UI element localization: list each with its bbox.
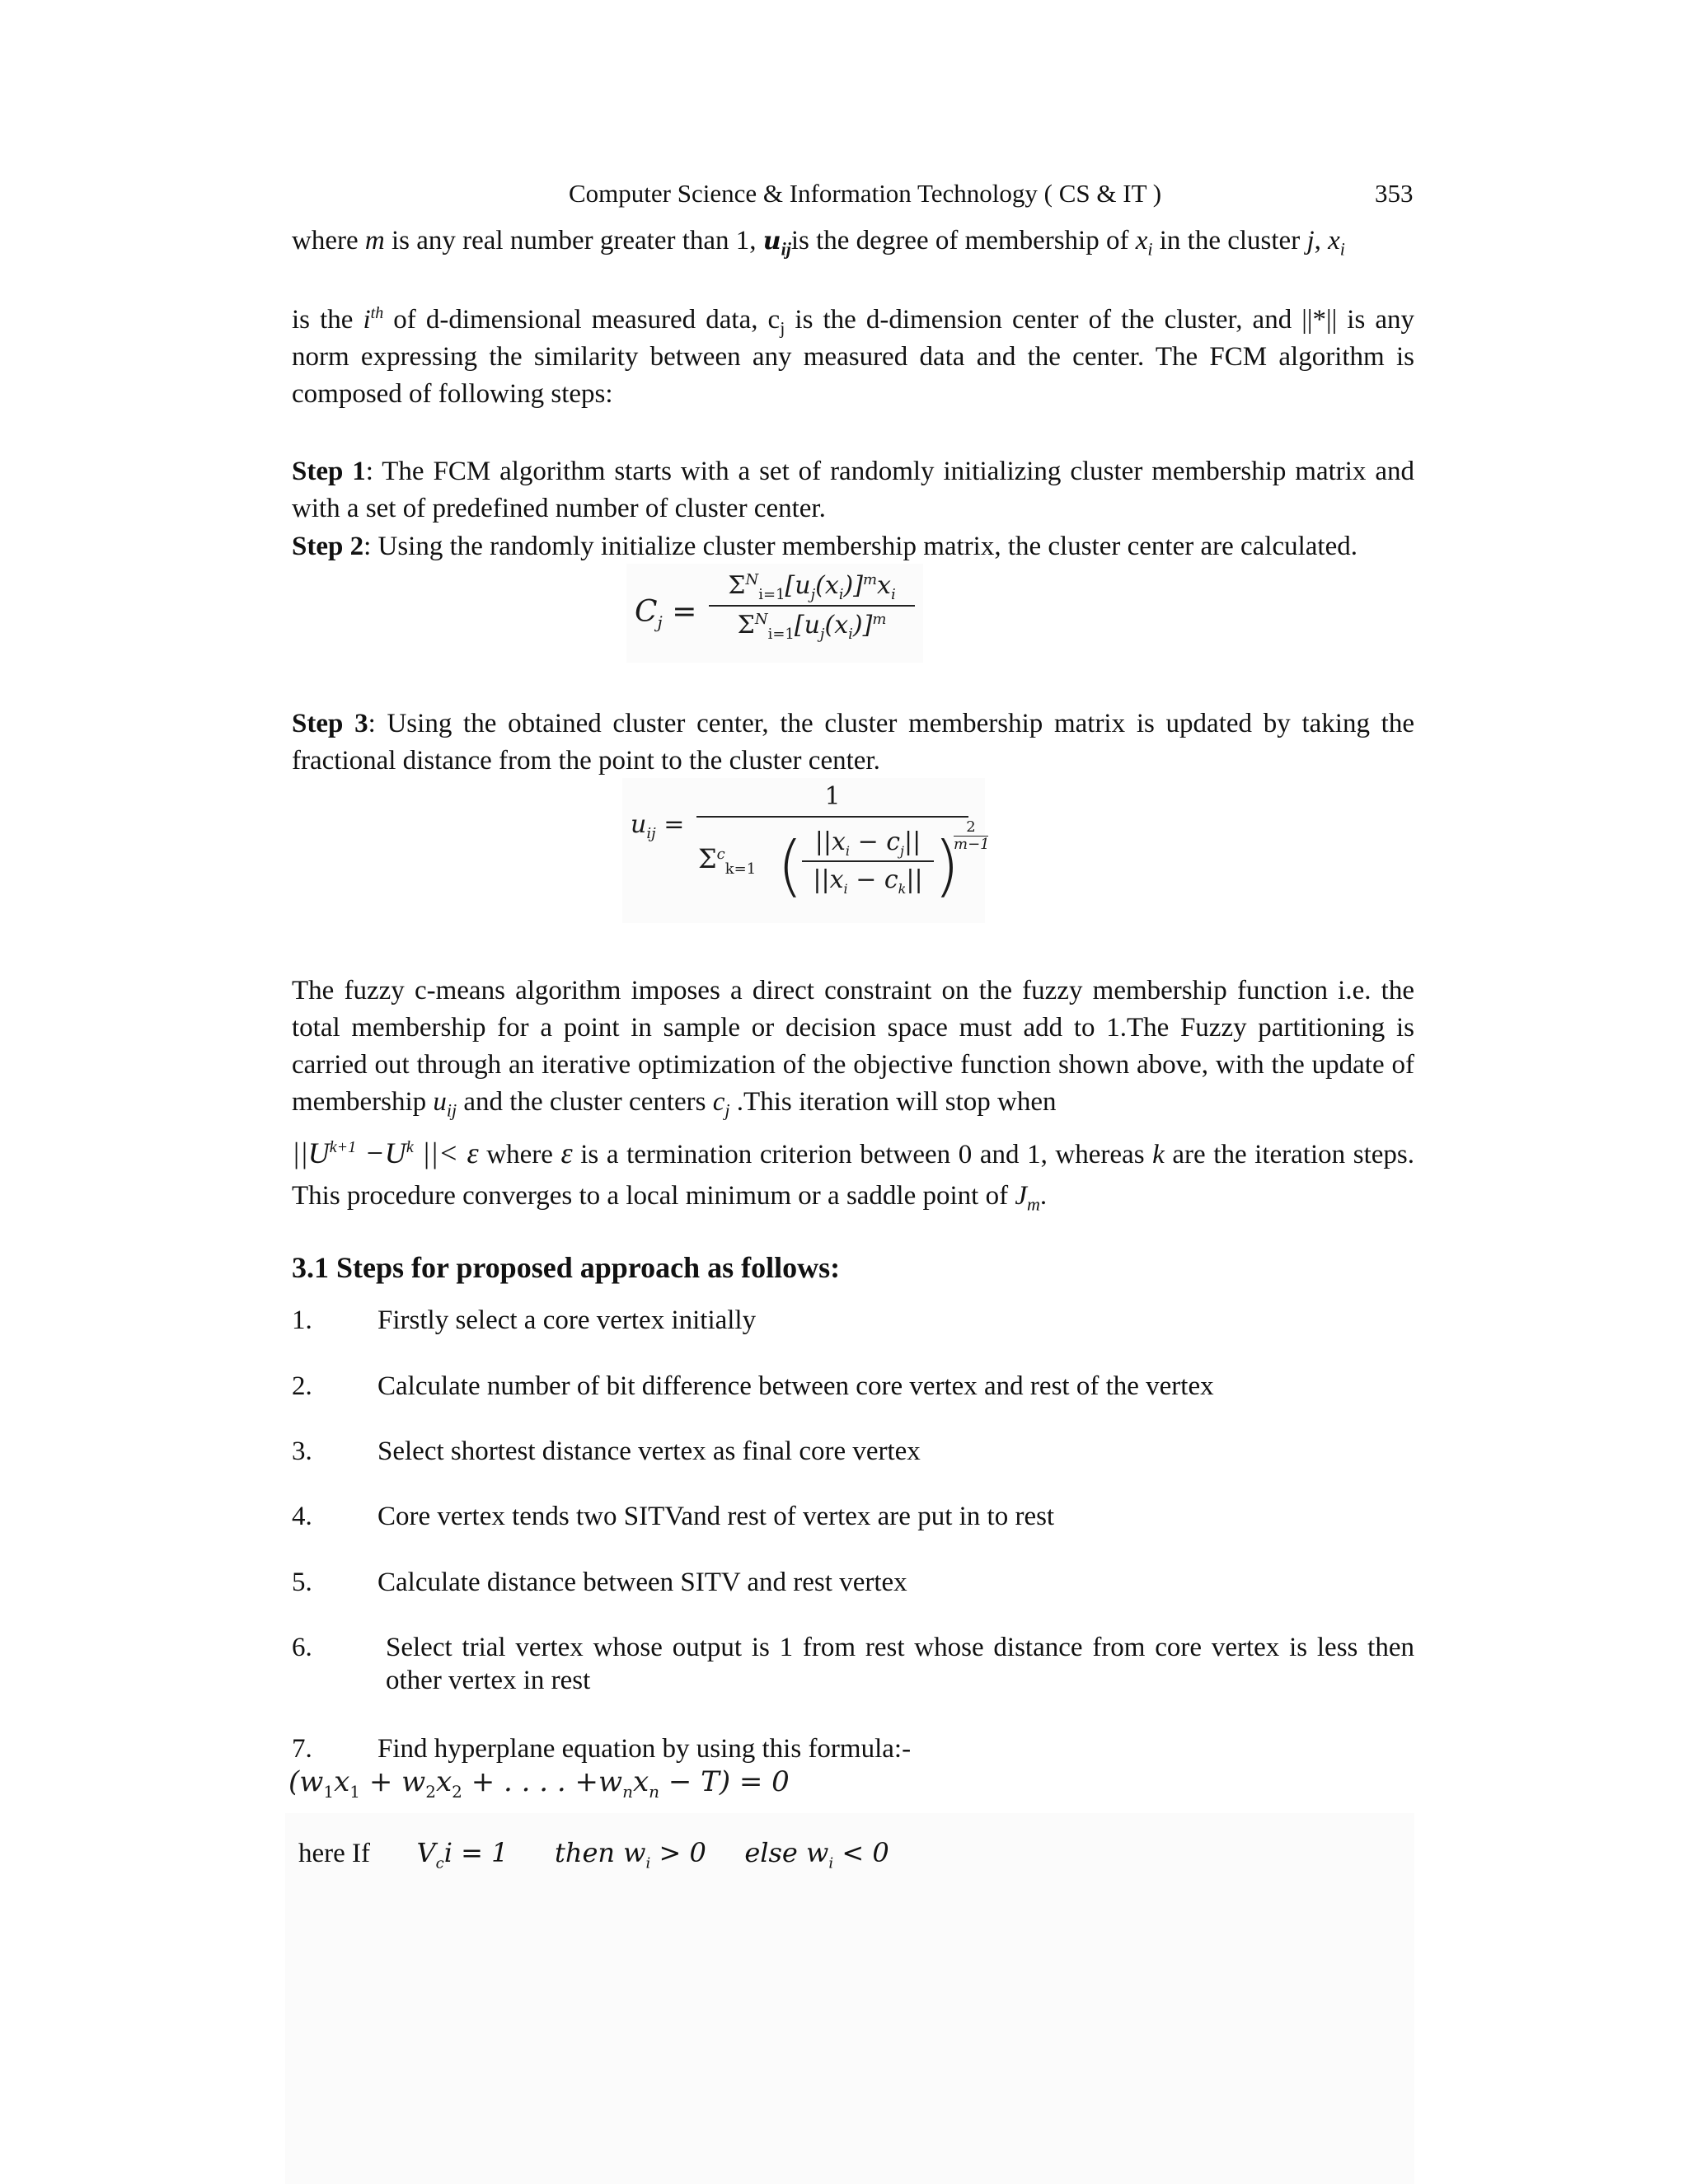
eq-sub: c — [435, 1854, 444, 1872]
text: , — [1314, 226, 1329, 255]
norm-expr: ||U — [292, 1137, 330, 1169]
var-j: J — [1015, 1181, 1027, 1211]
var-u: u — [762, 227, 781, 255]
step-1-text: : The FCM algorithm starts with a set of randomly initializing cluster membership matrix and with a set of predefined number of cluster center. — [292, 457, 1414, 523]
eq-sub: i — [848, 626, 853, 643]
eq-part: (x — [815, 571, 839, 600]
sum-upper: N — [745, 571, 759, 588]
sum-symbol: Σ — [698, 843, 717, 874]
eq-part: < 0 — [833, 1837, 889, 1868]
eq-part: (x — [824, 611, 849, 640]
step-2-label: Step 2 — [292, 532, 364, 561]
sub: m — [1026, 1193, 1040, 1215]
paren-left: ( — [777, 827, 804, 904]
eq-sub: 1 — [323, 1781, 335, 1802]
sub: j — [724, 1099, 730, 1121]
equation-hyperplane — [288, 1764, 849, 1813]
list-text: Select shortest distance vertex as final core vertex — [377, 1436, 921, 1466]
eq2-fraction-bar — [696, 816, 968, 818]
paragraph-2 — [292, 972, 1414, 1121]
sum-lower: i=1 — [758, 586, 785, 603]
eq-part: )] — [843, 571, 863, 600]
page-number: 353 — [1375, 179, 1414, 208]
sup: k+1 — [329, 1138, 357, 1156]
sub: ij — [781, 238, 791, 260]
eq-part: x — [877, 571, 891, 600]
text: The fuzzy c-means algorithm imposes a direct constraint on the fuzzy membership function i.e. the total membership for a point in sample or decision space must add to 1.The Fuzzy partitioning is carried out through an iterative optimization of the objective function shown above, with the update of membership — [292, 976, 1414, 1117]
eq-part: ||x — [814, 827, 846, 856]
step-1-label: Step 1 — [292, 457, 366, 486]
eq-part: x — [334, 1765, 350, 1798]
sum-symbol: Σ — [728, 571, 746, 600]
eq2-inner-denominator — [802, 862, 934, 898]
text: .This iteration will stop when — [729, 1087, 1057, 1117]
equation-membership — [622, 778, 990, 923]
eq-sub: i — [828, 1854, 834, 1872]
eq2-lhs-sub: ij — [646, 825, 656, 842]
paren-right: ) — [934, 827, 960, 904]
var-x: x — [1328, 226, 1340, 255]
step-2-text: : Using the randomly initialize cluster membership matrix, the cluster center are calculated. — [363, 532, 1357, 561]
eq-part: else w — [744, 1837, 829, 1868]
eq-sub: i — [845, 843, 851, 859]
step-3-label: Step 3 — [292, 709, 368, 738]
list-number: 5. — [292, 1568, 312, 1597]
step-1 — [292, 453, 1414, 527]
eq-part: )] — [852, 611, 873, 640]
eq-power: m — [872, 611, 887, 628]
eq-sub: i — [843, 881, 848, 897]
eq-part: || — [906, 865, 923, 894]
eq-sub: i — [838, 586, 844, 603]
eq-part: + w — [360, 1765, 426, 1798]
list-text: Calculate distance between SITV and rest vertex — [377, 1568, 907, 1597]
paragraph-1-line-1 — [292, 223, 1414, 260]
eq-power: m — [862, 571, 878, 588]
sup: k — [406, 1138, 414, 1156]
equation-cluster-center — [626, 564, 923, 663]
eq-part: V — [416, 1837, 436, 1868]
eq1-equals: = — [672, 595, 697, 629]
sub: i — [1147, 238, 1153, 260]
norm-expr: ||< ε — [413, 1137, 479, 1169]
var-k: k — [1152, 1140, 1165, 1169]
sum-upper: N — [754, 611, 768, 628]
sub: j — [780, 317, 785, 339]
eq-part: [u — [794, 611, 820, 640]
text: where — [292, 226, 365, 255]
eq-sub: 2 — [452, 1781, 462, 1802]
eq1-numerator — [709, 567, 915, 607]
eq2-numerator: 1 — [824, 782, 841, 811]
eq-part: − c — [847, 865, 898, 894]
eq-sub: 1 — [349, 1781, 361, 1802]
condition-prefix: here If — [298, 1839, 371, 1868]
eq-sub: j — [900, 843, 905, 859]
text: . — [1039, 1181, 1048, 1211]
list-number: 7. — [292, 1734, 312, 1764]
var-x: x — [1135, 226, 1148, 255]
var-c: c — [712, 1087, 725, 1117]
sum-lower: i=1 — [767, 626, 795, 643]
step-3-text: : Using the obtained cluster center, the cluster membership matrix is updated by taking the fractional distance from the point to the cluster center. — [292, 709, 1414, 776]
var-i: i — [363, 305, 371, 335]
eq-part: − c — [850, 827, 901, 856]
text: are the iteration steps. This procedure converges to a local minimum or a saddle point of — [292, 1140, 1414, 1211]
norm-expr: −U — [356, 1137, 406, 1169]
eq2-exponent-numerator: 2 — [954, 819, 988, 837]
text: is the — [292, 305, 363, 335]
eq1-lhs: C — [635, 595, 658, 629]
eq-part: x — [435, 1765, 452, 1798]
text: is the d-dimension center of the cluster, and ||*|| is any norm expressing the similarity between any measured data and the center. The FCM algorithm is composed of following steps: — [292, 305, 1415, 409]
eq1-denominator — [709, 607, 915, 644]
eq-sub: i — [645, 1854, 651, 1872]
eq-sub: n — [649, 1781, 660, 1802]
sum-lower: k=1 — [724, 860, 757, 878]
text: is any real number greater than 1, — [384, 226, 763, 255]
section-heading: 3.1 Steps for proposed approach as follows: — [292, 1251, 841, 1284]
var-m: m — [364, 226, 385, 255]
var-j: j — [1306, 226, 1315, 255]
eq-part: − T) = 0 — [659, 1765, 790, 1798]
list-text: Firstly select a core vertex initially — [377, 1305, 757, 1335]
step-2 — [292, 528, 1414, 565]
eq-part: (w — [288, 1765, 324, 1798]
eq-sub: i — [890, 586, 896, 603]
list-text: Calculate number of bit difference between core vertex and rest of the vertex — [377, 1371, 1214, 1401]
sub: ij — [446, 1099, 457, 1121]
eq-part: x — [632, 1765, 649, 1798]
list-text: Find hyperplane equation by using this formula:- — [377, 1734, 912, 1764]
list-number: 1. — [292, 1305, 312, 1335]
list-text: Core vertex tends two SITVand rest of vertex are put in to rest — [377, 1502, 1055, 1531]
list-number: 6. — [292, 1633, 312, 1662]
eq1-lhs-sub: j — [657, 612, 663, 633]
eq-sub: n — [622, 1781, 633, 1802]
eq-part: ||x — [813, 865, 844, 894]
eq2-lhs: u — [631, 810, 647, 839]
sub: i — [1339, 238, 1345, 260]
text: of d-dimensional measured data, c — [383, 305, 781, 335]
text: is the degree of membership of — [790, 226, 1136, 255]
eq-part: [u — [785, 571, 811, 600]
eq-sub: j — [819, 626, 825, 643]
condition-line — [298, 1835, 889, 1872]
eq2-inner-numerator — [802, 824, 934, 862]
eq-part: then w — [554, 1837, 646, 1868]
eq-sub: k — [898, 881, 907, 897]
list-number: 2. — [292, 1371, 312, 1401]
text: in the cluster — [1152, 226, 1307, 255]
eq-part: > 0 — [650, 1837, 706, 1868]
eq-sub: 2 — [425, 1781, 436, 1802]
sum-upper: c — [716, 846, 725, 863]
paragraph-2-continued — [292, 1132, 1414, 1216]
sup: th — [370, 304, 384, 322]
text: where — [478, 1140, 561, 1169]
list-number: 4. — [292, 1502, 312, 1531]
text: is a termination criterion between 0 and 1, whereas — [572, 1140, 1153, 1169]
list-text: Select trial vertex whose output is 1 from rest whose distance from core vertex is less then other vertex in rest — [386, 1633, 1414, 1695]
list-number: 3. — [292, 1436, 312, 1466]
eq-part: + . . . . +w — [462, 1765, 623, 1798]
step-3 — [292, 705, 1414, 780]
paragraph-1-body — [292, 302, 1414, 413]
var-epsilon: ε — [560, 1137, 573, 1169]
var-u: u — [433, 1087, 447, 1117]
running-header: Computer Science & Information Technology ( CS & IT ) — [569, 179, 1162, 208]
eq2-exponent-denominator: m−1 — [954, 836, 990, 853]
text: and the cluster centers — [457, 1087, 713, 1117]
eq-sub: j — [810, 586, 816, 603]
eq-part: i = 1 — [443, 1837, 509, 1868]
eq2-equals: = — [663, 810, 685, 839]
eq-part: || — [904, 827, 921, 856]
sum-symbol: Σ — [737, 611, 755, 640]
